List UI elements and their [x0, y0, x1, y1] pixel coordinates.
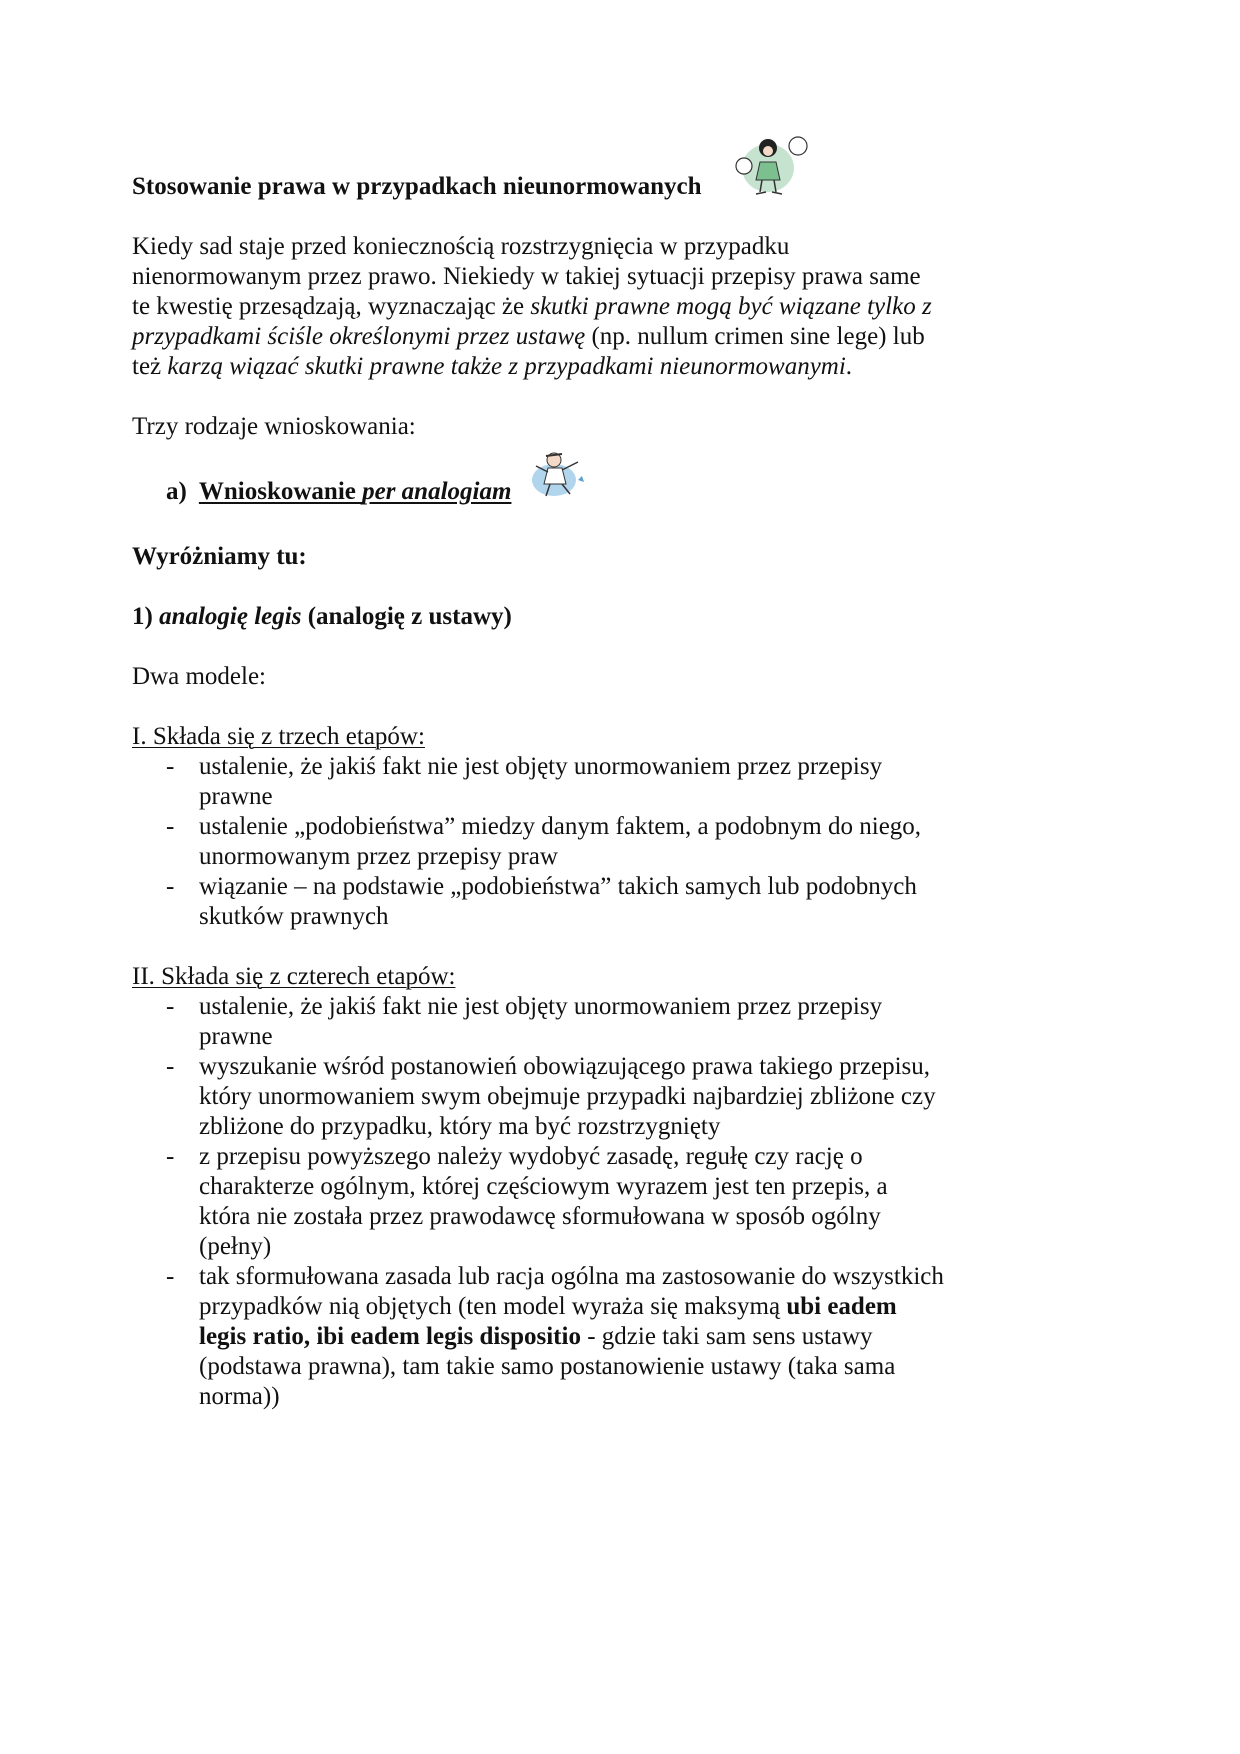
text-line — [132, 902, 1112, 932]
list-dash: - — [166, 1053, 175, 1080]
text-line — [132, 232, 1112, 262]
text-line — [132, 1382, 1112, 1412]
text-run: te kwestię przesądzają, wyznaczając że — [132, 293, 531, 320]
text-run: Trzy rodzaje wnioskowania: — [132, 413, 416, 440]
text-line — [132, 1292, 1112, 1322]
text-run: ustalenie, że jakiś fakt nie jest objęty unormowaniem przez przepisy — [199, 993, 883, 1020]
text-line — [132, 842, 1112, 872]
text-run: karzą wiązać skutki prawne także z przypadkami nieunormowanymi — [167, 353, 846, 380]
text-line — [132, 292, 1112, 322]
list-item — [132, 1262, 1112, 1292]
text-line — [132, 1022, 1112, 1052]
text-line — [132, 262, 1112, 292]
text-run: prawne — [199, 1023, 273, 1050]
text-line — [132, 722, 1112, 752]
text-run: przypadków nią objętych (ten model wyraża się maksymą — [199, 1293, 787, 1320]
text-run: unormowanym przez przepisy praw — [199, 843, 558, 870]
blank-line — [132, 692, 1112, 722]
skater-clipart-icon — [526, 450, 588, 502]
list-dash: - — [166, 993, 175, 1020]
text-run: który unormowaniem swym obejmuje przypadki najbardziej zbliżone czy — [199, 1083, 936, 1110]
text-run: która nie została przez prawodawcę sformułowana w sposób ogólny — [199, 1203, 881, 1230]
text-line — [132, 1172, 1112, 1202]
list-item — [132, 1142, 1112, 1172]
text-run: (pełny) — [199, 1233, 272, 1260]
text-run: zbliżone do przypadku, który ma być rozstrzygnięty — [199, 1113, 721, 1140]
text-run: Wnioskowanie — [198, 478, 363, 505]
cheerleader-clipart-icon — [732, 132, 812, 198]
text-line — [132, 662, 1112, 692]
list-item — [132, 812, 1112, 842]
text-line — [132, 1202, 1112, 1232]
text-run: skutki prawne mogą być wiązane tylko z — [530, 293, 932, 320]
text-run: 1) — [132, 603, 160, 630]
list-dash: - — [166, 873, 175, 900]
text-run: norma)) — [199, 1383, 280, 1410]
list-item — [132, 872, 1112, 902]
blank-line — [132, 932, 1112, 962]
text-run: ubi eadem — [786, 1293, 897, 1320]
document-body — [132, 172, 1112, 1412]
text-line — [132, 1232, 1112, 1262]
text-run: charakterze ogólnym, której częściowym wyrazem jest ten przepis, a — [199, 1173, 888, 1200]
section-heading — [132, 472, 1112, 512]
text-run: . — [845, 353, 853, 380]
list-item — [132, 1052, 1112, 1082]
text-run: per analogiam — [362, 478, 512, 505]
text-line — [132, 962, 1112, 992]
text-run: wiązanie – na podstawie „podobieństwa” takich samych lub podobnych — [199, 873, 917, 900]
text-line — [132, 1112, 1112, 1142]
blank-line — [132, 442, 1112, 472]
text-run: Kiedy sad staje przed koniecznością rozstrzygnięcia w przypadku — [132, 233, 790, 260]
list-item — [132, 992, 1112, 1022]
text-run: ustalenie „podobieństwa” miedzy danym faktem, a podobnym do niego, — [199, 813, 922, 840]
text-run: a) — [166, 478, 199, 505]
text-line — [132, 412, 1112, 442]
text-run: prawne — [199, 783, 273, 810]
list-dash: - — [166, 1143, 175, 1170]
text-run: (analogię z ustawy) — [301, 603, 512, 630]
text-line — [132, 782, 1112, 812]
text-line — [132, 1082, 1112, 1112]
list-dash: - — [166, 753, 175, 780]
text-run: wyszukanie wśród postanowień obowiązującego prawa takiego przepisu, — [199, 1053, 931, 1080]
text-run: Stosowanie prawa w przypadkach nieunormowanych — [132, 173, 702, 200]
text-line — [132, 322, 1112, 352]
text-run: nienormowanym przez prawo. Niekiedy w takiej sytuacji przepisy prawa same — [132, 263, 921, 290]
text-run: (np. nullum crimen sine lege) lub — [585, 323, 925, 350]
text-line — [132, 602, 1112, 632]
text-line — [132, 1352, 1112, 1382]
blank-line — [132, 382, 1112, 412]
text-run: przypadkami ściśle określonymi przez ustawę — [132, 323, 586, 350]
text-run: skutków prawnych — [199, 903, 389, 930]
text-run: legis ratio, ibi eadem legis dispositio — [199, 1323, 581, 1350]
list-dash: - — [166, 1263, 175, 1290]
text-run: - gdzie taki sam sens ustawy — [580, 1323, 873, 1350]
text-run: analogię legis — [159, 603, 302, 630]
text-run: I. Składa się z trzech etapów: — [132, 723, 425, 750]
blank-line — [132, 632, 1112, 662]
text-line — [132, 352, 1112, 382]
blank-line — [132, 512, 1112, 542]
blank-line — [132, 202, 1112, 232]
text-run: II. Składa się z czterech etapów: — [132, 963, 456, 990]
text-run: ustalenie, że jakiś fakt nie jest objęty unormowaniem przez przepisy — [199, 753, 883, 780]
text-line — [132, 1322, 1112, 1352]
list-dash: - — [166, 813, 175, 840]
text-run: Dwa modele: — [132, 663, 266, 690]
page-title — [132, 172, 1112, 202]
text-run: (podstawa prawna), tam takie samo postanowienie ustawy (taka sama — [199, 1353, 896, 1380]
text-run: tak sformułowana zasada lub racja ogólna ma zastosowanie do wszystkich — [199, 1263, 944, 1290]
text-run: Wyróżniamy tu: — [132, 543, 307, 570]
text-run: też — [132, 353, 168, 380]
list-item — [132, 752, 1112, 782]
blank-line — [132, 572, 1112, 602]
text-run: z przepisu powyższego należy wydobyć zasadę, regułę czy rację o — [199, 1143, 863, 1170]
text-line — [132, 542, 1112, 572]
